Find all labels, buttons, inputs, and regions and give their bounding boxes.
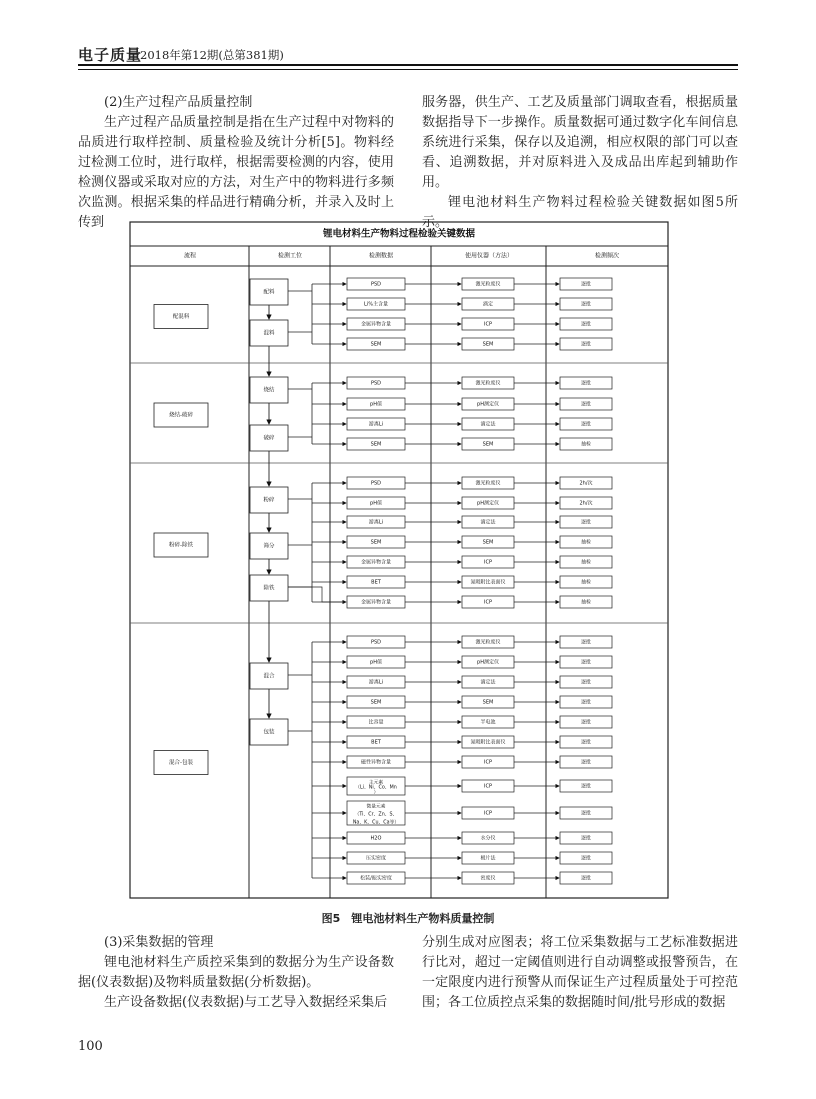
instrument-label: SEM	[482, 441, 494, 448]
data-label: Li%主含量	[364, 301, 388, 308]
data-label: PSD	[370, 639, 382, 646]
data-label: 压实密度	[365, 855, 387, 862]
paragraph: 锂电池材料生产质控采集到的数据分为生产设备数据(仪表数据)及物料质量数据(分析数据)。	[78, 955, 394, 990]
instrument-label: 半电池	[480, 719, 496, 726]
data-label: H2O	[370, 835, 382, 842]
issue-info: 2018年第12期(总第381期)	[140, 48, 284, 62]
frequency-label: 逐批	[580, 835, 592, 842]
data-label: pH值	[370, 500, 382, 507]
data-label: 微量元素	[366, 804, 386, 810]
frequency-label: 逐批	[580, 759, 592, 766]
frequency-label: 抽检	[580, 539, 592, 546]
instrument-label: ICP	[484, 559, 492, 566]
page-number: 100	[78, 1039, 103, 1054]
data-label: 游离Li	[368, 421, 384, 428]
frequency-label: 2h/次	[579, 500, 593, 507]
instrument-label: 水分仪	[480, 835, 496, 842]
frequency-label: 逐批	[580, 659, 592, 666]
frequency-label: 逐批	[580, 810, 592, 817]
station-label: 粉碎	[263, 497, 275, 504]
right-column-bottom	[422, 933, 738, 1013]
process-label: 混合-包装	[169, 760, 193, 766]
column-header: 检测工位	[277, 252, 303, 260]
data-label: BET	[371, 739, 381, 746]
frequency-label: 逐批	[580, 380, 592, 387]
data-label: pH值	[370, 659, 382, 666]
station-label: 烧结	[263, 387, 275, 394]
instrument-label: pH测定仪	[477, 401, 499, 408]
paragraph: 生产过程产品质量控制是指在生产过程中对物料的品质进行取样控制、质量检验及统计分析[5]。物料经过检测工位时，进行取样，根据需要检测的内容，使用检测仪器或采取对应的方法，对生产中的物料进行多频次监测。根据采集的样品进行精确分析，并录入及时上传到	[78, 115, 394, 230]
instrument-label: pH测定仪	[477, 500, 499, 507]
data-label: 金属异物含量	[360, 321, 392, 328]
process-label: 配混料	[172, 314, 190, 320]
frequency-label: 逐批	[580, 519, 592, 526]
instrument-label: ICP	[484, 321, 492, 328]
station-label: 除铁	[263, 585, 275, 592]
instrument-label: SEM	[482, 539, 494, 546]
instrument-label: ICP	[484, 599, 492, 606]
journal-title: 电子质量	[78, 46, 143, 64]
instrument-label: 滴定法	[480, 679, 496, 686]
data-label: Na、K、Cu、Ca等）	[352, 820, 400, 826]
data-label: 主元素	[368, 780, 384, 786]
frequency-label: 逐批	[580, 301, 592, 308]
column-header: 检测数据	[368, 252, 394, 260]
instrument-label: 极片法	[480, 855, 496, 862]
instrument-label: 氮吸附比表面仪	[470, 579, 506, 586]
instrument-label: 激光粒度仪	[475, 480, 501, 487]
data-label: SEM	[370, 699, 382, 706]
instrument-label: 激光粒度仪	[475, 380, 501, 387]
frequency-label: 逐批	[580, 281, 592, 288]
instrument-label: 氮吸附比表面仪	[470, 739, 506, 746]
station-label: 配料	[263, 289, 275, 296]
frequency-label: 逐批	[580, 719, 592, 726]
instrument-label: 滴定法	[480, 421, 496, 428]
process-label: 粉碎-除铁	[169, 542, 193, 549]
data-label: SEM	[370, 341, 382, 348]
instrument-label: ICP	[484, 810, 492, 817]
frequency-label: 逐批	[580, 739, 592, 746]
figure-title: 锂电材料生产物料过程检验关键数据	[322, 228, 476, 240]
column-header: 检测频次	[594, 252, 620, 260]
frequency-label: 逐批	[580, 341, 592, 348]
frequency-label: 逐批	[580, 639, 592, 646]
instrument-label: SEM	[482, 341, 494, 348]
section-subheading: (2)生产过程产品质量控制	[104, 95, 253, 110]
data-label: PSD	[370, 380, 382, 387]
station-label: 混料	[263, 330, 275, 337]
data-label: 磁性异物含量	[360, 759, 392, 766]
frequency-label: 抽检	[580, 559, 592, 566]
frequency-label: 2h/次	[579, 480, 593, 487]
frequency-label: 逐批	[580, 783, 592, 790]
data-label: 游离Li	[368, 519, 384, 526]
figure-caption: 图5 锂电池材料生产物料质量控制	[321, 912, 495, 925]
data-label: SEM	[370, 539, 382, 546]
frequency-label: 逐批	[580, 401, 592, 408]
data-label: 金属异物含量	[360, 599, 392, 606]
data-label: pH值	[370, 401, 382, 408]
frequency-label: 抽检	[580, 599, 592, 606]
paragraph: 服务器，供生产、工艺及质量部门调取查看，根据质量数据指导下一步操作。质量数据可通过数字化车间信息系统进行采集，保存以及追溯，相应权限的部门可以查看、追溯数据，并对原料进入及成品出库起到辅助作用。	[422, 95, 738, 190]
instrument-label: ICP	[484, 759, 492, 766]
paragraph: 生产设备数据(仪表数据)与工艺导入数据经采集后	[104, 995, 388, 1010]
column-header: 使用仪器（方法）	[464, 252, 514, 260]
frequency-label: 逐批	[580, 855, 592, 862]
station-label: 包装	[263, 729, 275, 736]
station-label: 混合	[263, 673, 275, 680]
data-label: BET	[371, 579, 381, 586]
instrument-label: 激光粒度仪	[475, 639, 501, 646]
column-header: 流程	[183, 252, 197, 260]
data-label: SEM	[370, 441, 382, 448]
frequency-label: 逐批	[580, 321, 592, 328]
data-label: 松装/振实密度	[360, 875, 392, 882]
left-column-bottom	[78, 933, 394, 1013]
frequency-label: 逐批	[580, 875, 592, 882]
data-label: （Ti、Cr、Zn、S、	[354, 812, 398, 818]
station-label: 筛分	[263, 543, 275, 550]
instrument-label: ICP	[484, 783, 492, 790]
frequency-label: 抽检	[580, 441, 592, 448]
data-label: ）	[373, 790, 379, 796]
instrument-label: 滴定法	[480, 519, 496, 526]
instrument-label: 滴定	[482, 301, 494, 308]
data-label: 游离Li	[368, 679, 384, 686]
frequency-label: 逐批	[580, 679, 592, 686]
paragraph: 锂电池材料生产物料过程检验关键数据如图5所示。	[422, 195, 738, 230]
frequency-label: 逐批	[580, 699, 592, 706]
instrument-label: SEM	[482, 699, 494, 706]
frequency-label: 抽检	[580, 579, 592, 586]
data-label: （Li、Ni、Co、Mn	[355, 785, 397, 791]
instrument-label: 激光粒度仪	[475, 281, 501, 288]
section-subheading: (3)采集数据的管理	[104, 935, 214, 950]
data-label: 比容量	[368, 719, 384, 726]
paragraph: 分别生成对应图表；将工位采集数据与工艺标准数据进行比对，超过一定阈值则进行自动调整或报警预告，在一定限度内进行预警从而保证生产过程质量处于可控范围；各工位质控点采集的数据随时间/批号形成的数据	[422, 935, 738, 1010]
frequency-label: 逐批	[580, 421, 592, 428]
station-label: 破碎	[263, 435, 275, 442]
instrument-label: pH测定仪	[477, 659, 499, 666]
data-label: PSD	[370, 281, 382, 288]
instrument-label: 密度仪	[480, 875, 496, 882]
data-label: PSD	[370, 480, 382, 487]
data-label: 金属异物含量	[360, 559, 392, 566]
process-label: 烧结-破碎	[169, 412, 193, 419]
station-connector	[288, 587, 346, 602]
